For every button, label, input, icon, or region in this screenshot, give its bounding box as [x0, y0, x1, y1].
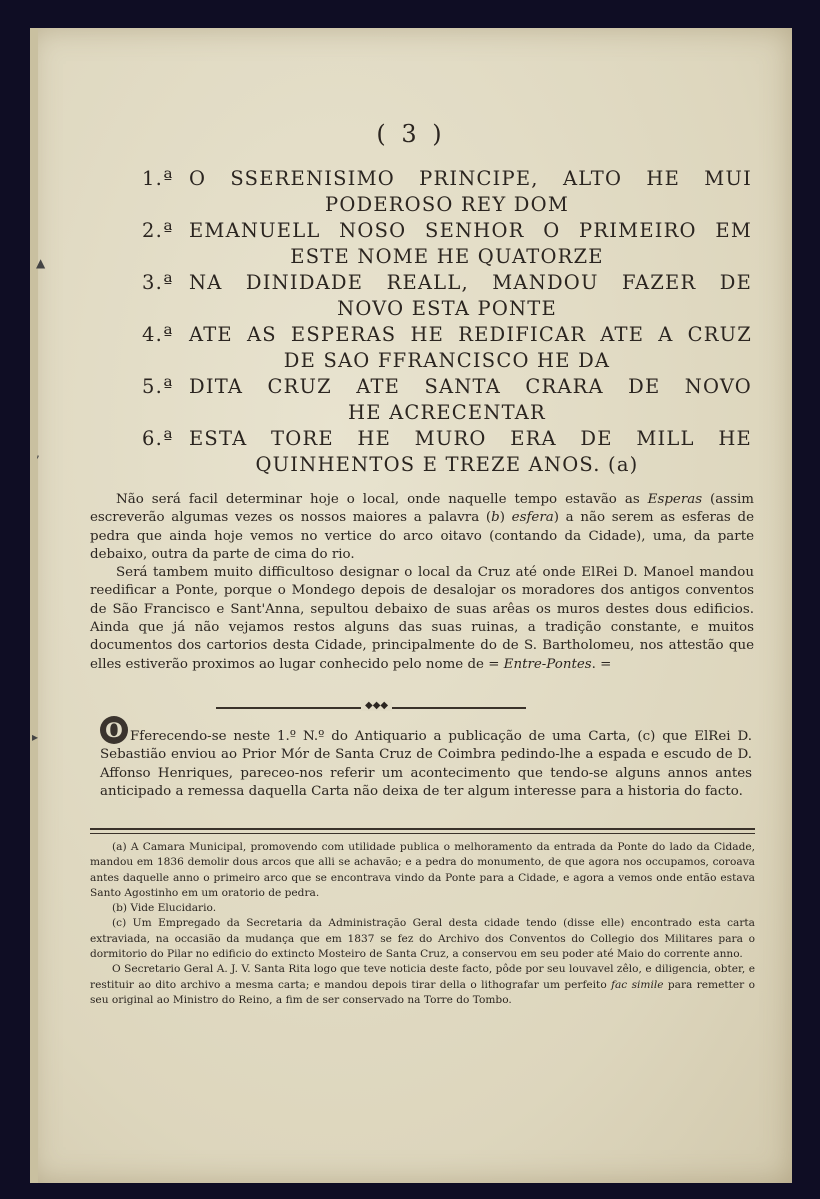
inscription-number: 3.ª [142, 271, 174, 294]
inscription-item [142, 166, 752, 218]
inscription-continuation: HE ACRECENTAR [348, 401, 546, 424]
footnote-a: (a) A Camara Municipal, promovendo com utilidade publica o melhoramento da entrada da Ponte do lado da Cidade, mandou em 1836 demolir dous arcos que alli se achavão; e a pedra do monumento, de que agora nos occupamos, coroava antes daquelle anno o primeiro arco que se encontrava vindo da Ponte para a Cidade, e agora a vemos onde então estava Santo Agostinho em um oratorio de pedra. [90, 841, 755, 899]
dropcap-letter: O [100, 716, 128, 744]
document-page [30, 28, 792, 1183]
margin-mark: ▸ [32, 730, 39, 744]
page-number: ( 3 ) [376, 120, 446, 148]
paragraph-cruz: Será tambem muito difficultoso designar o local da Cruz até onde ElRei D. Manoel mandou reedificar a Ponte, porque o Mondego depois de desalojar os moradores dos antigos conventos de São Francisco e Sant'Anna, sepultou debaixo de suas arêas os muros destes dous edificios. Ainda que já não vejamos restos alguns das suas ruinas, a tradição constante, e muitos documentos dos cartorios desta Cidade, principalmente do de S. Bartholomeu, nos attestão que elles estiverão proximos ao lugar conhecido pelo nome de = Entre-Pontes. = [90, 565, 754, 672]
paragraph-carta: Fferecendo-se neste 1.º N.º do Antiquario a publicação de uma Carta, (c) que ElRei D. Sebastião enviou ao Prior Mór de Santa Cruz de Coimbra pedindo-lhe a espada e escudo de D. Affonso Henriques, pareceo-nos referir um acontecimento que tendo-se alguns annos antes anticipado a remessa daquella Carta não deixa de ter algum interesse para a historia do facto. [100, 729, 752, 799]
inscription-item [142, 270, 752, 322]
inscription-line: ESTA TORE HE MURO ERA DE MILL HE [189, 427, 752, 450]
inscription-item [142, 322, 752, 374]
footnote-c-continued: O Secretario Geral A. J. V. Santa Rita logo que teve noticia deste facto, pôde por seu louvavel zêlo, e diligencia, obter, e restituir ao dito archivo a mesma carta; e mandou depois tirar della o lithografar um perfeito fac simile para remetter o seu original ao Ministro do Reino, a fim de ser conservado na Torre do Tombo. [90, 963, 755, 1006]
inscription-continuation: QUINHENTOS E TREZE ANOS. (a) [255, 453, 639, 476]
inscription-item [142, 218, 752, 270]
inscription-line: ATE AS ESPERAS HE REDIFICAR ATE A CRUZ [189, 323, 752, 346]
inscription-line: EMANUELL NOSO SENHOR O PRIMEIRO EM [189, 219, 752, 242]
inscription-continuation: PODEROSO REY DOM [325, 193, 569, 216]
inscription-line: DITA CRUZ ATE SANTA CRARA DE NOVO [189, 375, 752, 398]
inscription-continuation: ESTE NOME HE QUATORZE [290, 245, 604, 268]
footnote-separator [90, 828, 755, 834]
body-text [90, 491, 754, 674]
inscription-line: NA DINIDADE REALL, MANDOU FAZER DE [189, 271, 752, 294]
inscription-line: O SSERENISIMO PRINCIPE, ALTO HE MUI [189, 167, 752, 190]
paragraph-esperas: Não será facil determinar hoje o local, onde naquelle tempo estavão as Esperas (assim escreverão algumas vezes os nossos maiores a palavra (b) esfera) a não serem as esferas de pedra que ainda hoje vemos no vertice do arco oitavo (contando da Cidade), uma, da parte debaixo, outra da parte de cima do rio. [90, 492, 755, 562]
footnote-c: (c) Um Empregado da Secretaria da Administração Geral desta cidade tendo (disse elle) encontrado esta carta extraviada, na occasião da mudança que em 1837 se fez do Archivo dos Conventos do Collegio dos Militares para o dormitorio do Pilar no edificio do extincto Mosteiro de Santa Cruz, a conservou em seu poder até Maio do corrente anno. [90, 917, 755, 961]
inscription-item [142, 374, 752, 426]
footnote-b: (b) Vide Elucidario. [112, 902, 217, 915]
margin-mark: , [36, 446, 40, 460]
ornament-icon: ◆◆◆ [361, 700, 392, 711]
inscription-number: 2.ª [142, 219, 174, 242]
inscription-continuation: DE SAO FFRANCISCO HE DA [283, 349, 611, 372]
page-edge [30, 28, 38, 1183]
inscription-number: 1.ª [142, 167, 174, 190]
margin-mark: ▲ [36, 256, 46, 270]
footnotes [90, 840, 755, 1008]
inscription-continuation: NOVO ESTA PONTE [337, 297, 557, 320]
ornamental-rule [216, 700, 526, 712]
inscription-number: 6.ª [142, 427, 174, 450]
inscription-number: 5.ª [142, 375, 174, 398]
inscription-number: 4.ª [142, 323, 174, 346]
inscription-item [142, 426, 752, 478]
